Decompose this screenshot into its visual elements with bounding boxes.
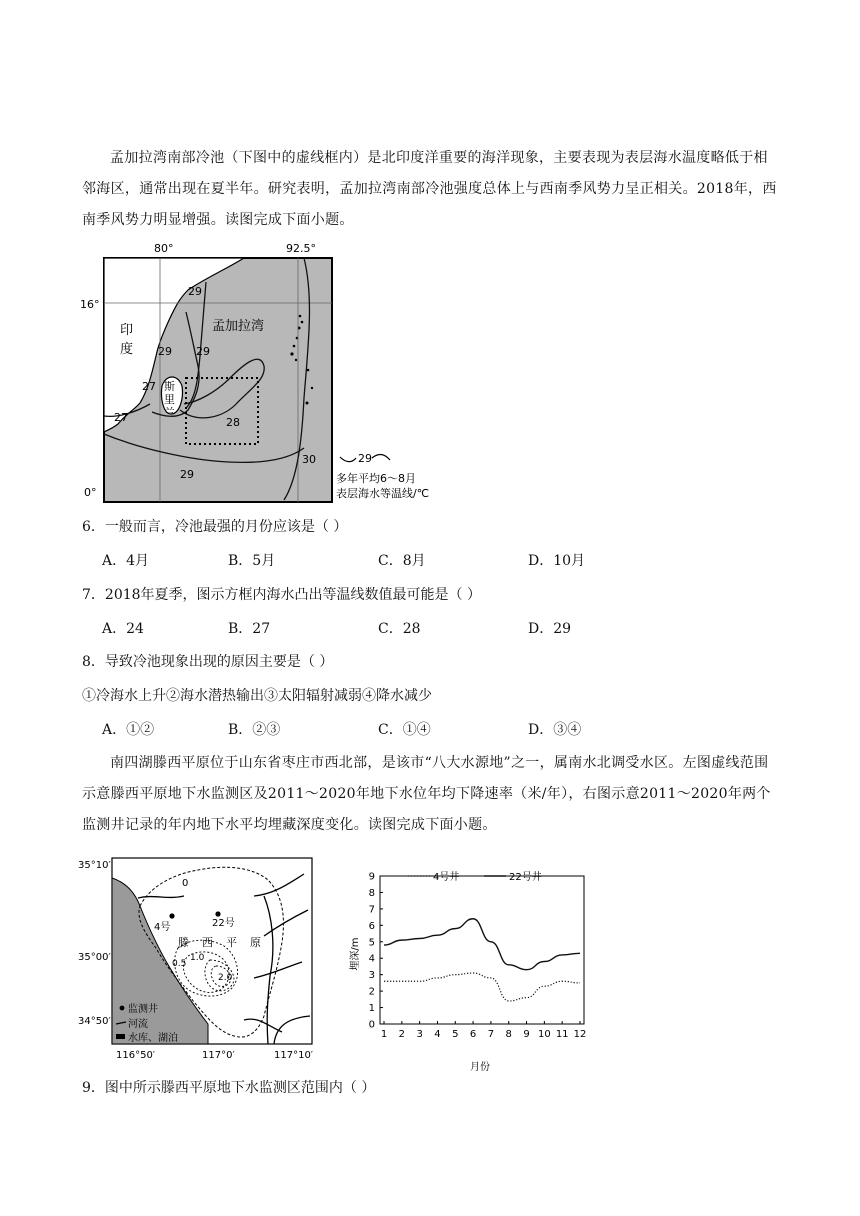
chart-ticks	[369, 872, 587, 1041]
series-line-well-4	[384, 973, 580, 1001]
y-tick-label: 1	[368, 1003, 375, 1015]
q6-option-a[interactable]: A．4月	[102, 553, 150, 569]
lat-16-label: 16°	[80, 298, 100, 311]
map2-lat-34-50: 34°50′	[78, 1016, 111, 1027]
question-7-stem: 7．2018年夏季，图示方框内海水凸出等温线数值最可能是（ ）	[82, 587, 481, 603]
y-tick-label: 0	[368, 1019, 375, 1031]
map2-lat-35-00: 35°00′	[78, 952, 111, 963]
well-4-label: 4号	[154, 922, 171, 933]
q8-option-d[interactable]: D．③④	[528, 722, 582, 738]
y-tick-label: 9	[368, 871, 375, 883]
isotherm-28: 28	[226, 416, 240, 429]
y-tick-label: 3	[368, 970, 375, 982]
x-tick-label: 11	[555, 1029, 569, 1040]
plain-char-4: 原	[250, 936, 261, 949]
x-tick-label: 7	[487, 1029, 495, 1040]
well-4-icon	[169, 913, 174, 918]
x-tick-label: 2	[398, 1029, 406, 1040]
q6-option-b[interactable]: B．5月	[228, 553, 276, 569]
x-tick-label: 10	[537, 1029, 551, 1040]
legend-line-1: 多年平均6～8月	[336, 472, 416, 485]
map2-lon-117-10: 117°10′	[274, 1050, 314, 1061]
map2-lat-35-10: 35°10′	[78, 860, 111, 871]
y-tick-label: 2	[368, 986, 375, 998]
chart-frame	[380, 876, 584, 1024]
map2-lon-116-50: 116°50′	[116, 1050, 156, 1061]
legend-lake-label: 水库、湖泊	[128, 1033, 178, 1044]
lon-92-label: 92.5°	[286, 242, 316, 255]
contour-0-label: 0	[182, 878, 189, 889]
well-22-label: 22号	[212, 918, 235, 929]
y-tick-label: 8	[368, 887, 375, 899]
isotherm-27-a: 27	[142, 380, 156, 393]
y-tick-label: 7	[368, 904, 375, 916]
plain-char-1: 滕	[178, 936, 189, 949]
series-line-well-22	[384, 919, 580, 970]
isotherm-29-a: 29	[188, 285, 202, 298]
y-tick-label: 6	[368, 920, 375, 932]
plain-char-2: 西	[202, 936, 213, 949]
passage-2: 南四湖滕西平原位于山东省枣庄市西北部，是该市“八大水源地”之一，属南水北调受水区。左图虚线范围示意滕西平原地下水监测区及2011～2020年地下水位年均下降速率（米/年），右图示意2011～2020年两个监测井记录的年内地下水平均埋藏深度变化。读图完成下面小题。	[82, 755, 771, 833]
q8-option-b[interactable]: B．②③	[228, 722, 281, 738]
x-tick-label: 1	[380, 1029, 388, 1040]
srilanka-label-1: 斯	[164, 380, 175, 393]
q7-option-c[interactable]: C．28	[378, 621, 421, 637]
bay-of-bengal-map	[78, 238, 478, 506]
legend-well-icon	[120, 1006, 125, 1011]
q6-option-c[interactable]: C．8月	[378, 553, 426, 569]
contour-05-label: 0.5	[172, 959, 187, 969]
isotherm-29-b: 29	[158, 345, 172, 358]
bay-label: 孟加拉湾	[212, 319, 265, 334]
lon-80-label: 80°	[154, 242, 174, 255]
legend-well-22-label: 22号井	[509, 872, 542, 883]
legend-isotherm-sample: 29	[358, 452, 372, 465]
legend-line-2: 表层海水等温线/℃	[336, 487, 430, 500]
y-tick-label: 4	[368, 953, 375, 965]
q8-option-a[interactable]: A．①②	[102, 722, 155, 738]
srilanka-label-3: 兰	[164, 406, 175, 419]
chart-ylabel: 埋深/m	[350, 937, 361, 971]
question-9-stem: 9．图中所示滕西平原地下水监测区范围内（ ）	[82, 1080, 376, 1096]
legend-well-4-label: 4号井	[433, 872, 460, 883]
chart-series	[384, 919, 580, 1001]
legend-well-label: 监测井	[128, 1004, 158, 1015]
q7-option-b[interactable]: B．27	[228, 621, 271, 637]
q7-option-a[interactable]: A．24	[102, 621, 144, 637]
q6-option-d[interactable]: D．10月	[528, 553, 586, 569]
srilanka-label-2: 里	[164, 393, 175, 406]
isotherm-30: 30	[302, 453, 316, 466]
map1-legend	[336, 452, 429, 500]
india-label-1: 印	[120, 323, 134, 338]
lat-0-label: 0°	[84, 486, 97, 499]
tengxi-plain-map	[78, 856, 348, 1068]
x-tick-label: 8	[505, 1029, 512, 1040]
groundwater-depth-chart	[348, 864, 598, 1076]
q7-option-d[interactable]: D．29	[528, 621, 572, 637]
question-8-stem: 8．导致冷池现象出现的原因主要是（ ）	[82, 654, 334, 670]
india-label-2: 度	[120, 342, 134, 357]
isotherm-27-b: 27	[114, 411, 128, 424]
contour-10-label: 1.0	[190, 953, 205, 963]
isotherm-29-d: 29	[180, 468, 194, 481]
contour-20-label: 2.0	[218, 973, 233, 983]
question-8-items: ①冷海水上升②海水潜热输出③太阳辐射减弱④降水减少	[82, 688, 432, 704]
passage-1: 孟加拉湾南部冷池（下图中的虚线框内）是北印度洋重要的海洋现象，主要表现为表层海水温度略低于相邻海区，通常出现在夏半年。研究表明，孟加拉湾南部冷池强度总体上与西南季风势力呈正相关。2018年，西南季风势力明显增强。读图完成下面小题。	[82, 150, 777, 228]
question-6-stem: 6．一般而言，冷池最强的月份应该是（ ）	[82, 519, 348, 535]
plain-char-3: 平	[226, 936, 237, 949]
well-22-icon	[215, 911, 220, 916]
x-tick-label: 5	[452, 1029, 459, 1040]
q8-option-c[interactable]: C．①④	[378, 722, 431, 738]
x-tick-label: 12	[573, 1029, 587, 1040]
x-tick-label: 4	[434, 1029, 441, 1040]
y-tick-label: 5	[368, 937, 375, 949]
isotherm-29-c: 29	[196, 345, 210, 358]
x-tick-label: 6	[469, 1029, 477, 1040]
chart-xlabel: 月份	[470, 1062, 490, 1073]
x-tick-label: 3	[416, 1029, 423, 1040]
legend-lake-icon	[116, 1034, 125, 1039]
legend-river-label: 河流	[128, 1019, 148, 1030]
x-tick-label: 9	[523, 1029, 530, 1040]
map2-lon-117-00: 117°0′	[202, 1050, 235, 1061]
chart-axes	[380, 876, 584, 1024]
